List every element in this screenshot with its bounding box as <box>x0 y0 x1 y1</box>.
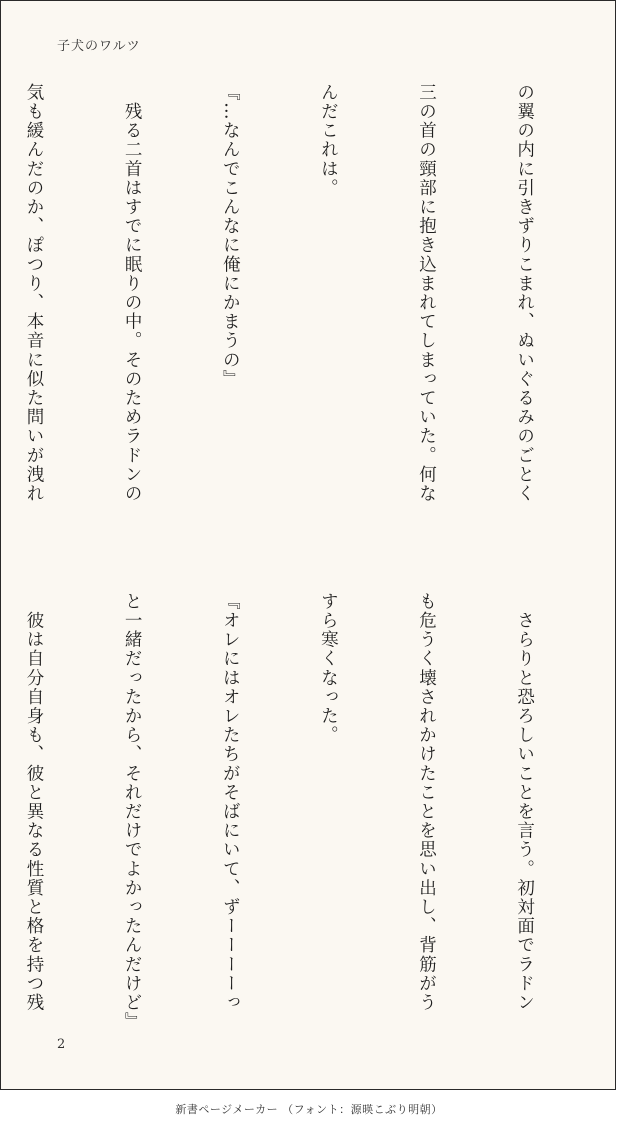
text-line: 三の首の頸部に抱き込まれてしまっていた。何な <box>416 83 437 504</box>
text-line: 残る二首はすでに眠りの中。そのためラドンの <box>122 83 143 504</box>
text-line: さらりと恐ろしいことを言う。初対面でラドン <box>514 592 535 1013</box>
text-line: すら寒くなった。 <box>318 592 339 745</box>
page-number: 2 <box>57 1037 66 1052</box>
text-line: も危うく壊されかけたことを思い出し、背筋がう <box>416 592 437 1013</box>
text-line: の翼の内に引きずりこまれ、ぬいぐるみのごとく <box>514 83 535 504</box>
book-title: 子犬のワルツ <box>57 39 141 54</box>
text-line: 『オレにはオレたちがそばにいて、ずーーーーっ <box>220 592 241 1013</box>
text-block-upper <box>24 83 606 525</box>
footer-credit: 新書ページメーカー （フォント：源暎こぶり明朝） <box>175 1103 443 1116</box>
text-line: 『…なんでこんなに俺にかまうの』 <box>220 83 241 389</box>
text-line: と一緒だったから、それだけでよかったんだけど』 <box>122 592 143 1032</box>
text-line: 気も緩んだのか、ぽつり、本音に似た問いが洩れ <box>24 83 45 504</box>
text-block-lower <box>24 592 606 1034</box>
text-line: 彼は自分自身も、彼と異なる性質と格を持つ残 <box>24 592 45 1013</box>
text-line: んだこれは。 <box>318 83 339 198</box>
